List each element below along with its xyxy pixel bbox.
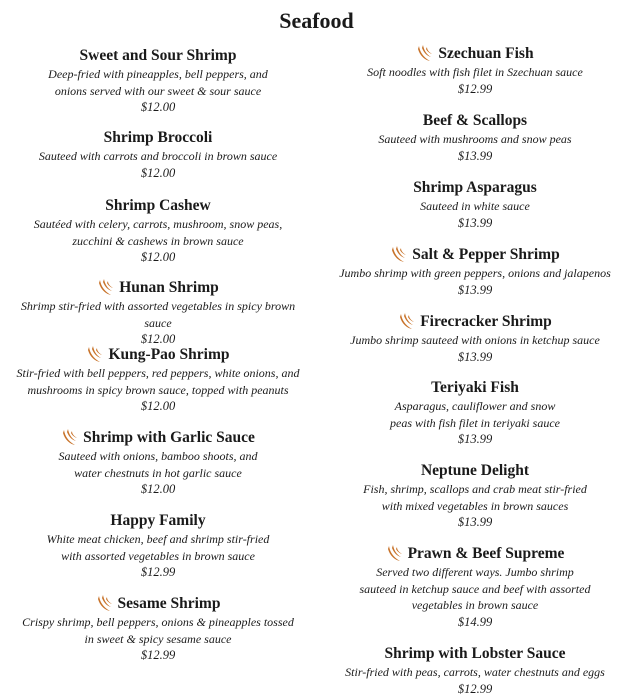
menu-item-name: Happy Family — [110, 512, 206, 529]
menu-item-description: Served two different ways. Jumbo shrimp — [376, 565, 574, 579]
menu-item-name: Firecracker Shrimp — [420, 313, 552, 330]
menu-item — [0, 428, 316, 498]
menu-item-name-row — [317, 644, 633, 664]
menu-item-description: Jumbo shrimp sauteed with onions in ketchup sauce — [350, 333, 600, 347]
menu-item — [317, 378, 633, 448]
menu-item-name: Szechuan Fish — [438, 45, 534, 62]
menu-item-name: Hunan Shrimp — [119, 279, 219, 296]
menu-item-name: Sesame Shrimp — [117, 595, 221, 612]
menu-item-price: $12.99 — [140, 565, 176, 579]
menu-item-description: Stir-fried with bell peppers, red peppers, white onions, and — [16, 366, 300, 380]
chili-pepper-icon — [386, 544, 404, 564]
chili-pepper-icon — [390, 245, 408, 265]
menu-item-price: $14.99 — [457, 614, 493, 629]
menu-item — [317, 44, 633, 98]
menu-item — [317, 312, 633, 366]
menu-item — [317, 111, 633, 165]
menu-item-name: Shrimp with Garlic Sauce — [83, 429, 255, 446]
chili-pepper-icon — [97, 278, 115, 298]
menu-item-description: Sauteed with onions, bamboo shoots, and — [58, 449, 258, 463]
menu-item — [0, 278, 316, 348]
menu-item — [0, 46, 316, 116]
menu-item-name-row — [317, 111, 633, 131]
menu-item-name-row — [317, 178, 633, 198]
menu-item-description: Asparagus, cauliflower and snow — [394, 399, 556, 413]
menu-item-name: Sweet and Sour Shrimp — [79, 47, 237, 64]
menu-item-description: Fish, shrimp, scallops and crab meat stir-fried — [363, 482, 587, 496]
menu-item-name: Shrimp Cashew — [105, 197, 211, 214]
menu-item-name-row — [0, 128, 316, 148]
menu-item-description: White meat chicken, beef and shrimp stir-fried — [46, 532, 270, 546]
menu-item-name: Neptune Delight — [420, 462, 530, 479]
menu-item-description: Sautéed with celery, carrots, mushroom, snow peas, — [33, 217, 283, 231]
menu-item — [317, 178, 633, 232]
menu-item-name: Kung-Pao Shrimp — [108, 346, 230, 363]
menu-item — [317, 644, 633, 698]
menu-item-name: Prawn & Beef Supreme — [407, 545, 565, 562]
menu-item-name: Shrimp Asparagus — [413, 179, 537, 196]
menu-item-name-row — [0, 196, 316, 216]
menu-item-description: vegetables in brown sauce — [411, 598, 539, 612]
menu-item-price: $13.99 — [457, 148, 493, 163]
chili-pepper-icon — [86, 345, 104, 365]
menu-item-name-row — [0, 278, 316, 298]
menu-item-description: onions served with our sweet & sour sauce — [54, 83, 262, 98]
menu-item-description: Jumbo shrimp with green peppers, onions and jalapenos — [339, 266, 611, 280]
menu-item-price: $12.00 — [140, 165, 176, 180]
menu-item — [317, 461, 633, 531]
menu-item-price: $13.99 — [457, 282, 493, 297]
menu-item-name-row — [317, 245, 633, 265]
menu-item-price: $12.00 — [140, 100, 176, 114]
menu-item — [317, 544, 633, 631]
chili-pepper-icon — [416, 44, 434, 64]
menu-item-name: Salt & Pepper Shrimp — [412, 246, 560, 263]
menu-item-description: in sweet & spicy sesame sauce — [84, 631, 232, 646]
menu-item-name-row — [317, 312, 633, 332]
menu-item-price: $13.99 — [457, 432, 493, 446]
menu-item-description: peas with fish filet in teriyaki sauce — [390, 415, 560, 430]
menu-item-description: Deep-fried with pineapples, bell peppers, and — [48, 67, 268, 81]
menu-item-description: zucchini & cashews in brown sauce — [72, 233, 244, 248]
menu-item-description: Sauteed with carrots and broccoli in brown sauce — [38, 149, 278, 163]
menu-item-name-row — [0, 594, 316, 614]
menu-item — [0, 511, 316, 581]
menu-item-description: water chestnuts in hot garlic sauce — [74, 465, 242, 480]
menu-item-name-row — [317, 44, 633, 64]
menu-item-price: $13.99 — [457, 349, 493, 364]
menu-item — [0, 345, 316, 415]
menu-item-price: $12.00 — [140, 399, 176, 413]
menu-item-description: mushrooms in spicy brown sauce, topped with peanuts — [27, 382, 289, 397]
menu-item-price: $12.99 — [457, 681, 493, 696]
menu-item-description: Stir-fried with peas, carrots, water chestnuts and eggs — [345, 665, 605, 679]
menu-item-price: $12.99 — [140, 648, 176, 662]
menu-item-description: Sauteed in white sauce — [420, 199, 530, 213]
menu-item-name-row — [0, 46, 316, 66]
menu-item-name-row — [0, 428, 316, 448]
menu-item-description: with mixed vegetables in brown sauces — [381, 498, 569, 513]
menu-item-name: Shrimp with Lobster Sauce — [384, 645, 566, 662]
menu-item-price: $13.99 — [457, 215, 493, 230]
menu-item — [0, 594, 316, 664]
menu-item-price: $13.99 — [457, 515, 493, 529]
menu-item-description: Soft noodles with fish filet in Szechuan sauce — [367, 65, 583, 79]
menu-item-price: $12.00 — [140, 482, 176, 496]
menu-item-description: Shrimp stir-fried with assorted vegetables in spicy brown sauce — [20, 299, 296, 330]
chili-pepper-icon — [96, 594, 114, 614]
menu-item-name-row — [0, 511, 316, 531]
chili-pepper-icon — [61, 428, 79, 448]
menu-item-name: Shrimp Broccoli — [103, 129, 213, 146]
menu-item-price: $12.00 — [140, 332, 176, 346]
menu-item-description: Sauteed with mushrooms and snow peas — [378, 132, 572, 146]
chili-pepper-icon — [398, 312, 416, 332]
menu-item-price: $12.00 — [140, 250, 176, 264]
menu-item-name-row — [317, 461, 633, 481]
page-title: Seafood — [279, 8, 354, 33]
menu-item — [317, 245, 633, 299]
menu-item-description: Crispy shrimp, bell peppers, onions & pineapples tossed — [22, 615, 294, 629]
menu-item-name: Teriyaki Fish — [431, 379, 519, 396]
menu-item-description: with assorted vegetables in brown sauce — [61, 548, 255, 563]
menu-item-name-row — [317, 544, 633, 564]
menu-item-name-row — [317, 378, 633, 398]
menu-item — [0, 128, 316, 182]
menu-item-description: sauteed in ketchup sauce and beef with assorted — [359, 581, 591, 596]
menu-item-name-row — [0, 345, 316, 365]
menu-item — [0, 196, 316, 266]
menu-item-price: $12.99 — [457, 81, 493, 96]
menu-item-name: Beef & Scallops — [422, 112, 528, 129]
